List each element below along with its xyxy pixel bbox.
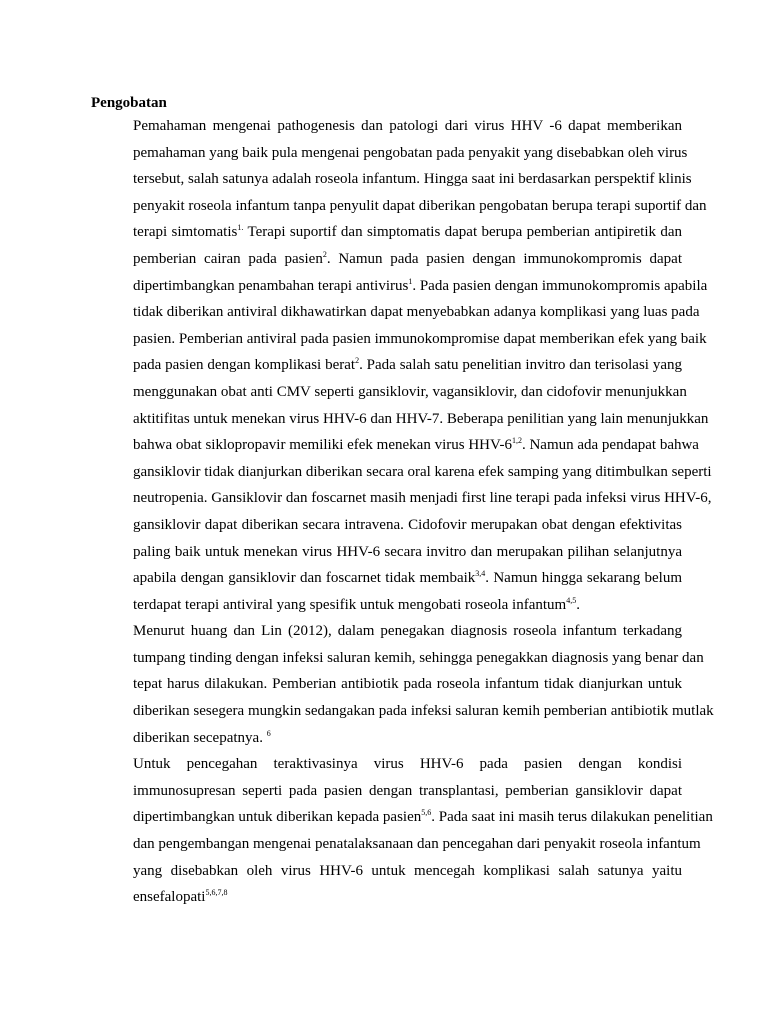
text-run: . Namun pada pasien dengan immunokompromis dapat bbox=[326, 250, 682, 267]
text-run: diberikan secepatnya. bbox=[133, 729, 267, 746]
text-run: pasien. Pemberian antiviral pada pasien immunokompromise dapat memberikan efek yang baik bbox=[133, 330, 707, 347]
paragraph bbox=[91, 751, 713, 911]
text-run: Menurut huang dan Lin (2012), dalam penegakan diagnosis roseola infantum terkadang bbox=[133, 623, 682, 640]
text-line bbox=[91, 539, 682, 566]
text-run: . bbox=[576, 596, 580, 613]
text-line bbox=[91, 219, 682, 246]
text-run: dipertimbangkan untuk diberikan kepada pasien bbox=[133, 809, 422, 826]
text-run: . Pada salah satu penelitian invitro dan terisolasi yang bbox=[359, 357, 682, 374]
text-line bbox=[91, 432, 699, 459]
text-line bbox=[91, 299, 700, 326]
text-run: ensefalopati bbox=[133, 889, 206, 906]
text-line bbox=[91, 804, 713, 831]
text-run: tidak diberikan antiviral dikhawatirkan dapat menyebabkan adanya komplikasi yang luas pada bbox=[133, 304, 700, 321]
text-run: . Namun ada pendapat bahwa bbox=[521, 437, 699, 454]
text-run: gansiklovir dapat diberikan secara intravena. Cidofovir merupakan obat dengan efektivitas bbox=[133, 516, 682, 533]
text-line bbox=[91, 459, 712, 486]
text-run: tersebut, salah satunya adalah roseola infantum. Hingga saat ini berdasarkan perspektif klinis bbox=[133, 171, 692, 188]
text-run: gansiklovir tidak dianjurkan diberikan secara oral karena efek samping yang ditimbulkan seperti bbox=[133, 463, 712, 480]
text-line bbox=[91, 725, 682, 752]
citation-superscript: 1 bbox=[408, 276, 413, 286]
citation-superscript: 6 bbox=[266, 728, 271, 738]
text-run: pada pasien dengan komplikasi berat bbox=[133, 357, 356, 374]
text-run: dan pengembangan mengenai penatalaksanaan dan pencegahan dari penyakit roseola infantum bbox=[133, 836, 701, 853]
citation-superscript: 2 bbox=[355, 356, 360, 366]
citation-superscript: 4,5 bbox=[566, 595, 577, 605]
text-run: . Pada saat ini masih terus dilakukan penelitian bbox=[431, 809, 713, 826]
text-run: penyakit roseola infantum tanpa penyulit dapat diberikan pengobatan berupa terapi suportif dan bbox=[133, 197, 707, 214]
text-run: Untuk pencegahan teraktivasinya virus HHV-6 pada pasien dengan kondisi bbox=[133, 756, 682, 773]
text-line bbox=[91, 512, 682, 539]
text-line bbox=[91, 273, 708, 300]
text-run: tumpang tinding dengan infeksi saluran kemih, sehingga penegakkan diagnosis yang benar dan bbox=[133, 649, 704, 666]
text-line bbox=[91, 246, 682, 273]
text-line bbox=[91, 140, 688, 167]
text-run: terdapat terapi antiviral yang spesifik untuk mengobati roseola infantum bbox=[133, 596, 567, 613]
text-run: pemberian cairan pada pasien bbox=[133, 250, 323, 267]
text-line bbox=[91, 113, 682, 140]
text-line bbox=[91, 326, 707, 353]
text-run: neutropenia. Gansiklovir dan foscarnet masih menjadi first line terapi pada infeksi virus HHV-6, bbox=[133, 490, 712, 507]
text-line bbox=[91, 884, 682, 911]
text-line bbox=[91, 565, 682, 592]
text-run: bahwa obat siklopropavir memiliki efek menekan virus HHV-6 bbox=[133, 437, 512, 454]
text-line bbox=[91, 778, 682, 805]
text-line bbox=[91, 645, 704, 672]
text-run: immunosupresan seperti pada pasien dengan transplantasi, pemberian gansiklovir dapat bbox=[133, 782, 682, 799]
text-line bbox=[91, 618, 682, 645]
citation-superscript: 5,6,7,8 bbox=[205, 888, 228, 898]
text-line bbox=[91, 406, 709, 433]
text-line bbox=[91, 352, 682, 379]
text-line bbox=[91, 193, 707, 220]
text-run: . Namun hingga sekarang belum bbox=[485, 570, 682, 587]
text-run: yang disebabkan oleh virus HHV-6 untuk mencegah komplikasi salah satunya yaitu bbox=[133, 862, 682, 879]
text-run: pemahaman yang baik pula mengenai pengobatan pada penyakit yang disebabkan oleh virus bbox=[133, 144, 688, 161]
text-run: Terapi suportif dan simptomatis dapat berupa pemberian antipiretik dan bbox=[243, 224, 683, 241]
body-text bbox=[91, 113, 714, 911]
paragraph bbox=[91, 113, 712, 618]
citation-superscript: 1. bbox=[237, 223, 244, 233]
text-line bbox=[91, 698, 714, 725]
text-line bbox=[91, 831, 701, 858]
text-line bbox=[91, 485, 712, 512]
citation-superscript: 5,6 bbox=[421, 808, 432, 818]
section-heading: Pengobatan bbox=[91, 95, 167, 111]
text-line bbox=[91, 166, 692, 193]
text-line bbox=[91, 592, 682, 619]
text-run: menggunakan obat anti CMV seperti gansiklovir, vagansiklovir, dan cidofovir menunjukkan bbox=[133, 383, 687, 400]
citation-superscript: 1,2 bbox=[511, 436, 522, 446]
text-run: dipertimbangkan penambahan terapi antivirus bbox=[133, 277, 409, 294]
text-run: . Pada pasien dengan immunokompromis apabila bbox=[412, 277, 708, 294]
text-run: aktitifitas untuk menekan virus HHV-6 dan HHV-7. Beberapa penilitian yang lain menunjukkan bbox=[133, 410, 709, 427]
text-run: paling baik untuk menekan virus HHV-6 secara invitro dan merupakan pilihan selanjutnya bbox=[133, 543, 682, 560]
citation-superscript: 3,4 bbox=[475, 569, 486, 579]
paragraph bbox=[91, 618, 714, 751]
text-line bbox=[91, 858, 682, 885]
citation-superscript: 2 bbox=[322, 249, 327, 259]
text-run: Pemahaman mengenai pathogenesis dan patologi dari virus HHV -6 dapat memberikan bbox=[133, 118, 682, 134]
text-line bbox=[91, 751, 682, 778]
text-run: tepat harus dilakukan. Pemberian antibiotik pada roseola infantum tidak dianjurkan untuk bbox=[133, 676, 682, 693]
text-line bbox=[91, 379, 687, 406]
text-run: terapi simtomatis bbox=[133, 224, 238, 241]
text-run: diberikan sesegera mungkin sedangakan pada infeksi saluran kemih pemberian antibiotik mutlak bbox=[133, 703, 714, 720]
text-run: apabila dengan gansiklovir dan foscarnet tidak membaik bbox=[133, 570, 476, 587]
text-line bbox=[91, 671, 682, 698]
